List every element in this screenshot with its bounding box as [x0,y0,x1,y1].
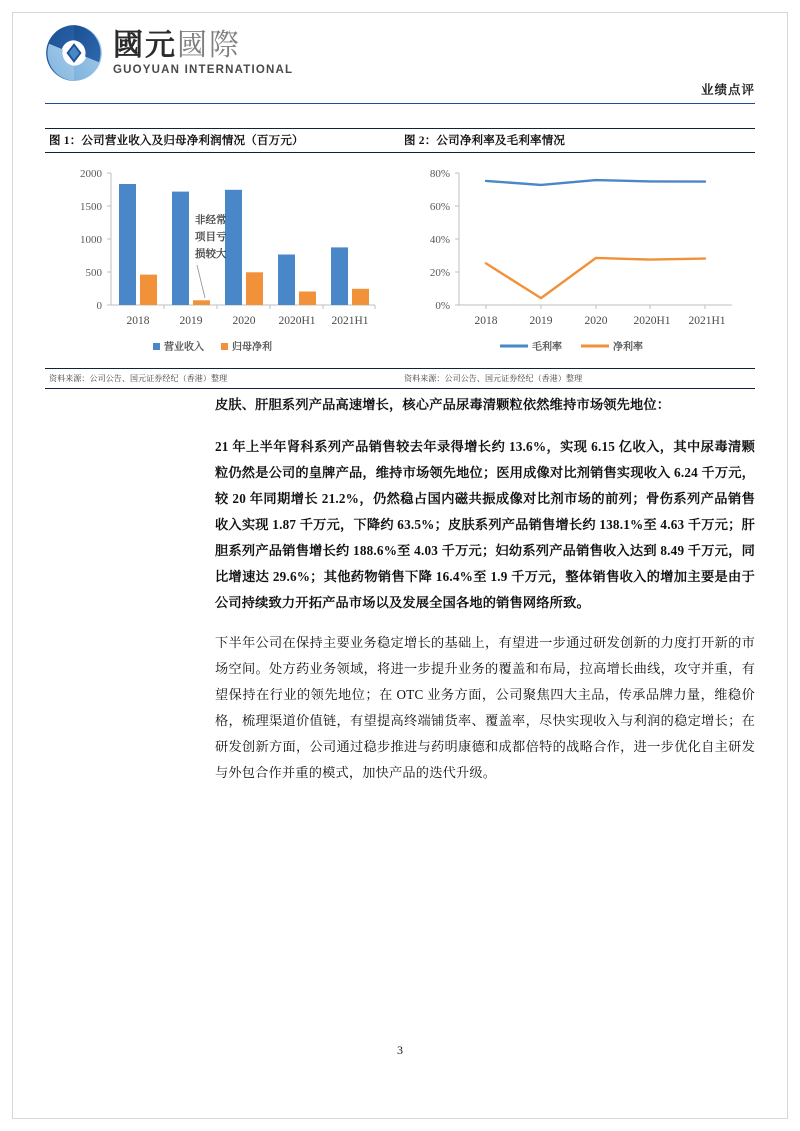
y-tick-60: 60% [429,201,450,213]
bar-chart-revenue-profit [45,153,400,368]
figure-2 [400,128,755,389]
guoyuan-logo-icon [45,24,103,82]
y-tick-0: 0% [435,300,450,312]
logo-wordmark [113,30,293,76]
x-label-2020H1: 2020H1 [278,315,316,327]
bar-profit-2020H1 [299,292,316,306]
figure-2-chart [400,153,755,368]
y-tick-1500: 1500 [80,201,102,213]
x-label-2019: 2019 [529,315,553,327]
annotation-leader-line [197,265,205,298]
annotation-line-2: 项目亏 [195,232,227,243]
bar-profit-2018 [140,275,157,305]
y-tick-40: 40% [429,234,450,246]
bar-profit-2021H1 [352,289,369,305]
bar-profit-2020 [246,272,263,305]
legend-label-revenue: 营业收入 [164,342,204,353]
y-tick-20: 20% [429,267,450,279]
logo-cn-bold: 國元 [113,28,177,64]
company-logo [45,24,293,82]
annotation-line-1: 非经常 [195,215,227,226]
body-lead-paragraph: 皮肤、肝胆系列产品高速增长，核心产品尿毒清颗粒依然维持市场领先地位： [215,397,671,412]
y-tick-500: 500 [85,267,102,279]
figure-1-title: 图 1：公司营业收入及归母净利润情况（百万元） [45,128,400,153]
x-label-2020: 2020 [232,315,256,327]
header-divider [45,103,755,104]
y-tick-2000: 2000 [80,168,102,180]
body-paragraph-2: 下半年公司在保持主要业务稳定增长的基础上，有望进一步通过研发创新的力度打开新的市场空间。处方药业务领域，将进一步提升业务的覆盖和布局，拉高增长曲线，攻守并重，有望保持在行业的领先地位；在 OTC 业务方面，公司聚焦四大主品，传承品牌力量，维稳价格，梳理渠道价值链，有望提高终端铺货率、覆盖率，尽快实现收入与利润的稳定增长；在研发创新方面，公司通过稳步推进与药明康德和成都倍特的战略合作，进一步优化自主研发与外包合作并重的模式，加快产品的迭代升级。 [215,635,755,780]
figure-1 [45,128,400,389]
legend-swatch-profit [221,343,228,350]
x-label-2018: 2018 [474,315,498,327]
x-label-2020: 2020 [584,315,608,327]
x-label-2020H1: 2020H1 [633,315,671,327]
legend-swatch-revenue [153,343,160,350]
line-series-net-margin [486,258,705,298]
bar-revenue-2018 [119,184,136,305]
x-label-2021H1: 2021H1 [331,315,369,327]
figure-1-chart [45,153,400,368]
figure-2-source: 资料来源：公司公告、国元证券经纪（香港）整理 [400,368,755,389]
line-series-gross-margin [486,180,705,185]
bar-profit-2019 [193,300,210,305]
bar-revenue-2021H1 [331,247,348,305]
logo-english-name: GUOYUAN INTERNATIONAL [113,63,294,76]
report-body [215,392,755,800]
page-number: 3 [397,1043,403,1057]
figures-block [45,128,755,389]
figure-1-source: 资料来源：公司公告、国元证券经纪（香港）整理 [45,368,400,389]
y-tick-1000: 1000 [80,234,102,246]
figure-2-title: 图 2：公司净利率及毛利率情况 [400,128,755,153]
line-chart-margins [400,153,755,368]
x-label-2019: 2019 [179,315,203,327]
legend-label-profit: 归母净利 [232,342,272,353]
legend-label-net-margin: 净利率 [613,342,643,353]
report-section-label: 业绩点评 [700,83,755,97]
page-header [45,24,755,104]
bar-revenue-2019 [172,192,189,305]
logo-chinese-name [113,30,293,62]
bar-revenue-2020 [225,190,242,305]
bar-revenue-2020H1 [278,255,295,306]
x-label-2018: 2018 [126,315,150,327]
y-tick-80: 80% [429,168,450,180]
y-tick-0: 0 [96,300,102,312]
figures-row [45,128,755,389]
legend-label-gross-margin: 毛利率 [532,342,562,353]
logo-cn-light: 國際 [177,28,241,64]
annotation-line-3: 损较大 [195,249,227,260]
x-label-2021H1: 2021H1 [688,315,726,327]
body-paragraph-1: 21 年上半年肾科系列产品销售较去年录得增长约 13.6%，实现 6.15 亿收入，其中尿毒清颗粒仍然是公司的皇牌产品，维持市场领先地位；医用成像对比剂销售实现收入 6.24 千万元，较 20 年同期增长 21.2%，仍然稳占国内磁共振成像对比剂市场的前列；骨伤系列产品销售收入实现 1.87 千万元，下降约 63.5%；皮肤系列产品销售增长约 138.1%至 4.63 千万元；肝胆系列产品销售增长约 188.6%至 4.03 千万元；妇幼系列产品销售收入达到 8.49 千万元，同比增速达 29.6%；其他药物销售下降 16.4%至 1.9 千万元，整体销售收入的增加主要是由于公司持续致力开拓产品市场以及发展全国各地的销售网络所致。 [215,439,756,610]
